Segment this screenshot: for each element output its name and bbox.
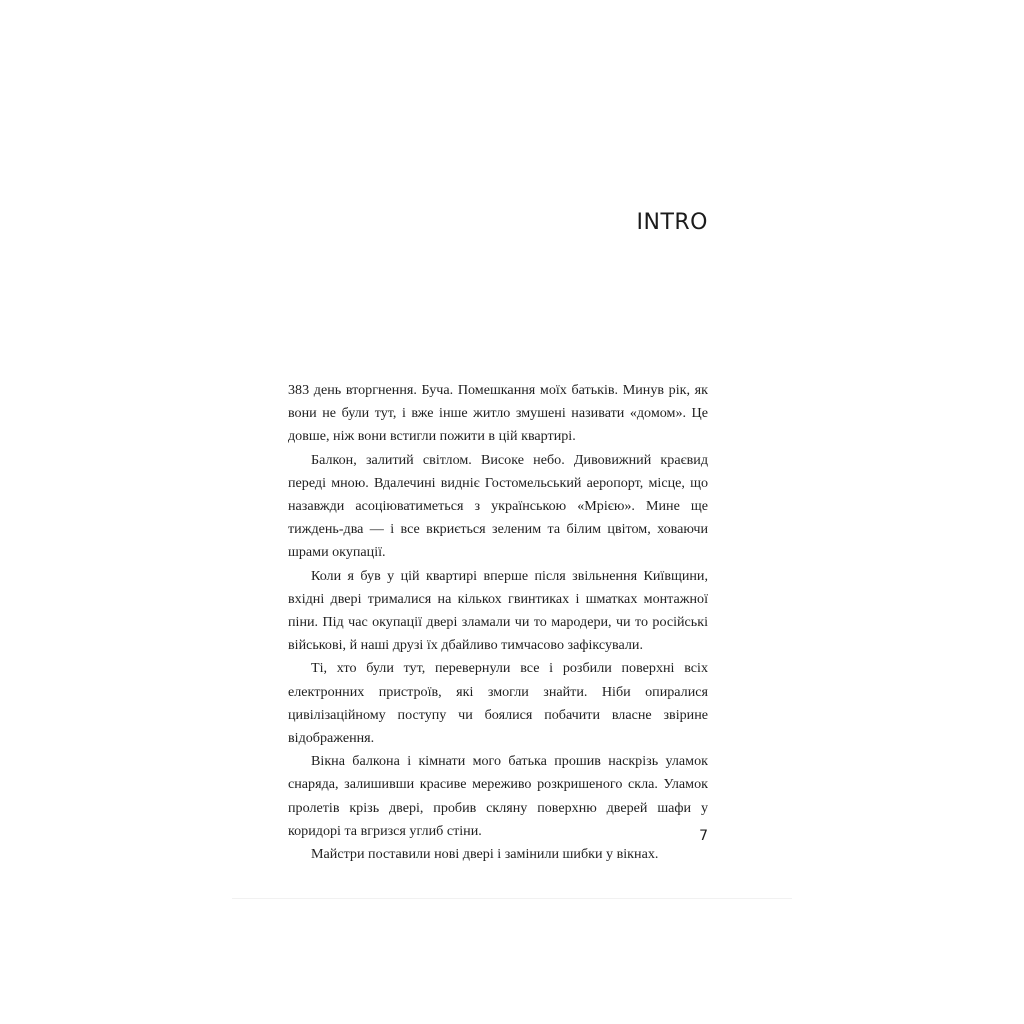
paragraph-1: 383 день вторгнення. Буча. Помешкання моїх батьків. Минув рік, як вони не були тут, і вже інше житло змушені називати «домом». Це довше, ніж вони встигли пожити в цій квартирі.	[288, 382, 708, 445]
paragraph-4: Ті, хто були тут, перевернули все і розбили поверхні всіх електронних пристроїв, які змогли знайти. Ніби опиралися цивілізаційному поступу чи боялися побачити власне звірине відображення.	[288, 660, 708, 747]
paragraph-2: Балкон, залитий світлом. Високе небо. Дивовижний краєвид переді мною. Вдалечині видніє Гостомельський аеропорт, місце, що назавжди асоціюватиметься з українською «Мрією». Мине ще тиждень-два — і все вкриється зеленим та білим цвітом, ховаючи шрами окупації.	[288, 451, 708, 561]
page-bottom-edge	[232, 898, 792, 899]
paragraph-6: Майстри поставили нові двері і замінили шибки у вікнах.	[311, 846, 659, 863]
book-page	[232, 0, 792, 900]
paragraph-3: Коли я був у цій квартирі вперше після звільнення Київщини, вхідні двері трималися на кількох гвинтиках і шматках монтажної піни. Під час окупації двері зламали чи то мародери, чи то російські військові, й наші друзі їх дбайливо тимчасово зафіксували.	[288, 567, 708, 654]
page-number: 7	[699, 828, 708, 844]
chapter-title: INTRO	[636, 210, 708, 235]
paragraph-5: Вікна балкона і кімнати мого батька прошив наскрізь уламок снаряда, залишивши красиве мереживо розкришеного скла. Уламок пролетів крізь двері, пробив скляну поверхню дверей шафи у коридорі та вгризся углиб стіни.	[288, 753, 708, 839]
chapter-body	[288, 379, 708, 866]
